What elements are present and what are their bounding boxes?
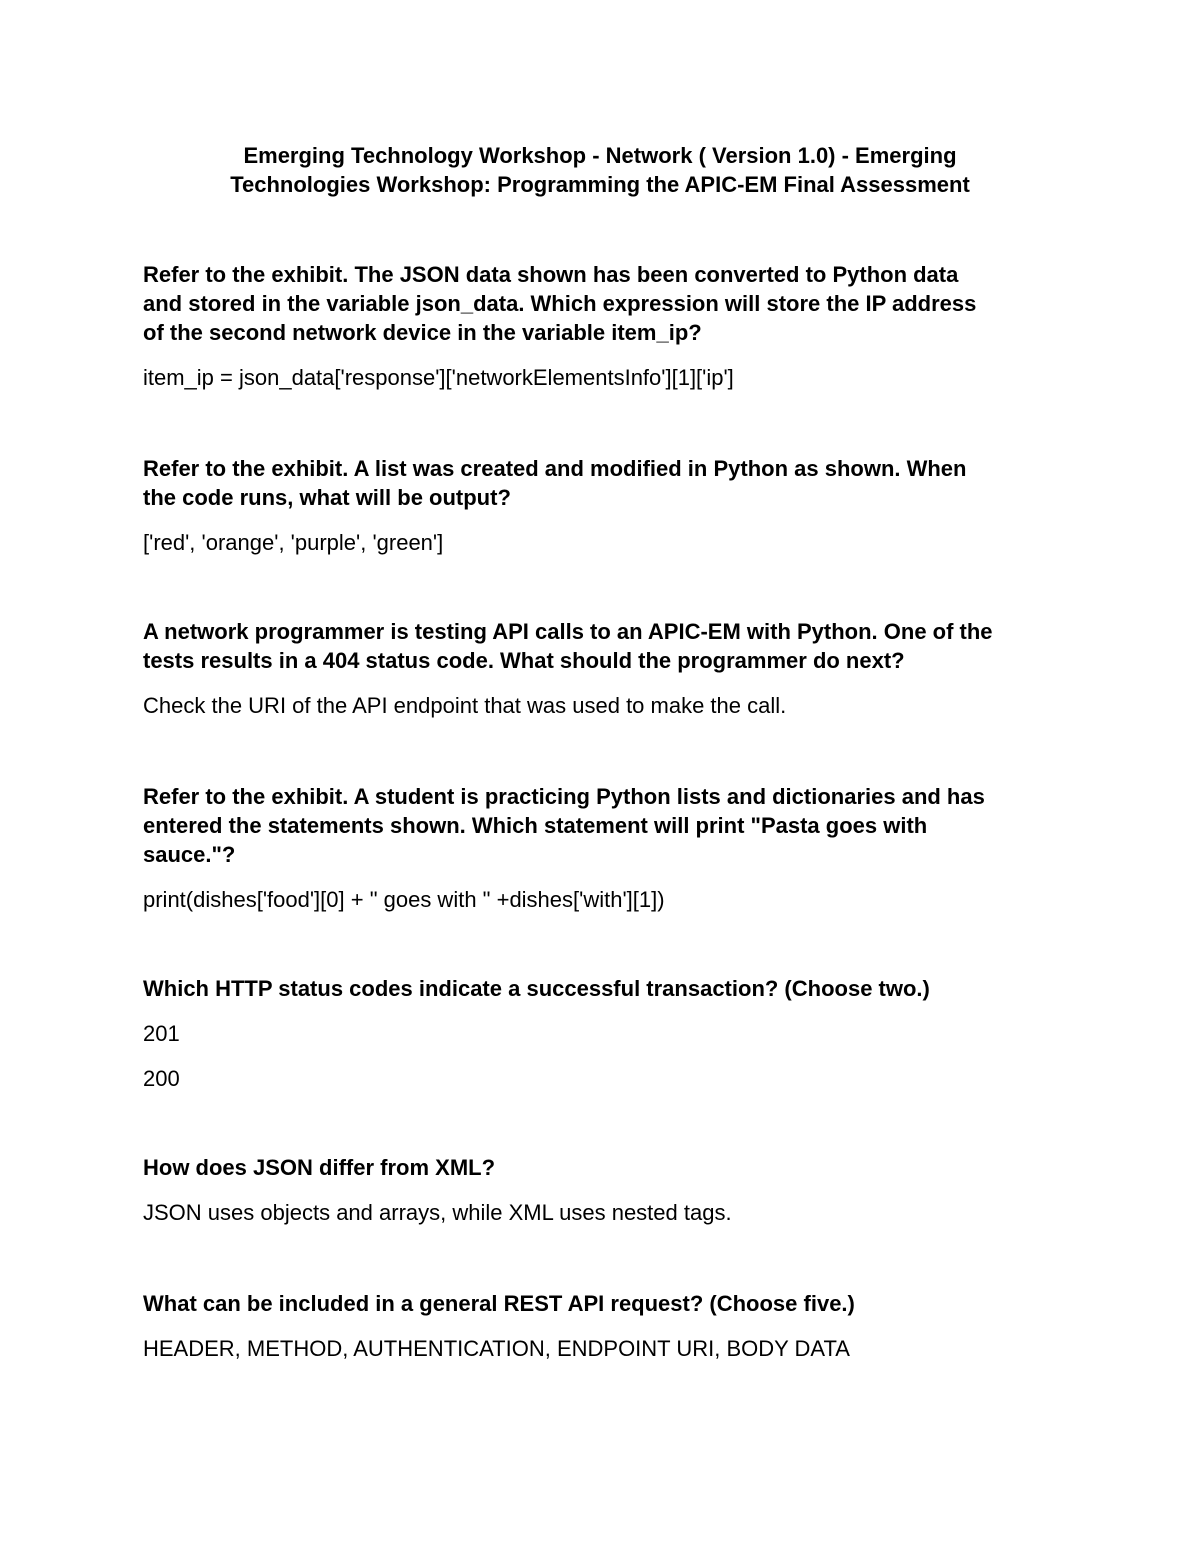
answer-7: HEADER, METHOD, AUTHENTICATION, ENDPOINT URI, BODY DATA — [143, 1336, 850, 1361]
qa-item-2 — [143, 454, 1058, 557]
answer-6: JSON uses objects and arrays, while XML uses nested tags. — [143, 1200, 732, 1225]
qa-item-5 — [143, 974, 1058, 1093]
question-line: A network programmer is testing API calls to an APIC-EM with Python. One of the — [143, 619, 993, 644]
question-6 — [143, 1153, 1058, 1182]
question-line: Refer to the exhibit. A student is practicing Python lists and dictionaries and has — [143, 784, 985, 809]
document-title — [150, 141, 1050, 199]
question-line: the code runs, what will be output? — [143, 485, 511, 510]
question-line: and stored in the variable json_data. Which expression will store the IP address — [143, 291, 977, 316]
qa-item-4 — [143, 782, 1058, 914]
answer-4: print(dishes['food'][0] + " goes with " +dishes['with'][1]) — [143, 887, 665, 912]
question-4 — [143, 782, 1058, 869]
question-1 — [143, 260, 1058, 347]
question-line: sauce."? — [143, 842, 236, 867]
question-line: tests results in a 404 status code. What should the programmer do next? — [143, 648, 905, 673]
question-line: What can be included in a general REST API request? (Choose five.) — [143, 1291, 855, 1316]
question-7 — [143, 1289, 1058, 1318]
question-line: entered the statements shown. Which statement will print "Pasta goes with — [143, 813, 928, 838]
question-line: of the second network device in the variable item_ip? — [143, 320, 702, 345]
answer-3: Check the URI of the API endpoint that was used to make the call. — [143, 693, 787, 718]
answer-2: ['red', 'orange', 'purple', 'green'] — [143, 530, 444, 555]
question-line: Refer to the exhibit. A list was created and modified in Python as shown. When — [143, 456, 967, 481]
answer-5b: 200 — [143, 1066, 180, 1091]
title-line: Emerging Technology Workshop - Network ( Version 1.0) - Emerging — [243, 143, 957, 168]
question-5 — [143, 974, 1058, 1003]
qa-item-6 — [143, 1153, 1058, 1227]
title-line: Technologies Workshop: Programming the APIC-EM Final Assessment — [230, 172, 970, 197]
question-line: How does JSON differ from XML? — [143, 1155, 496, 1180]
qa-item-7 — [143, 1289, 1058, 1363]
question-2 — [143, 454, 1058, 512]
qa-item-3 — [143, 617, 1058, 720]
question-line: Which HTTP status codes indicate a successful transaction? (Choose two.) — [143, 976, 930, 1001]
answer-5a: 201 — [143, 1021, 180, 1046]
question-line: Refer to the exhibit. The JSON data shown has been converted to Python data — [143, 262, 959, 287]
qa-item-1 — [143, 260, 1058, 392]
question-3 — [143, 617, 1058, 675]
answer-1: item_ip = json_data['response']['networkElementsInfo'][1]['ip'] — [143, 365, 734, 390]
